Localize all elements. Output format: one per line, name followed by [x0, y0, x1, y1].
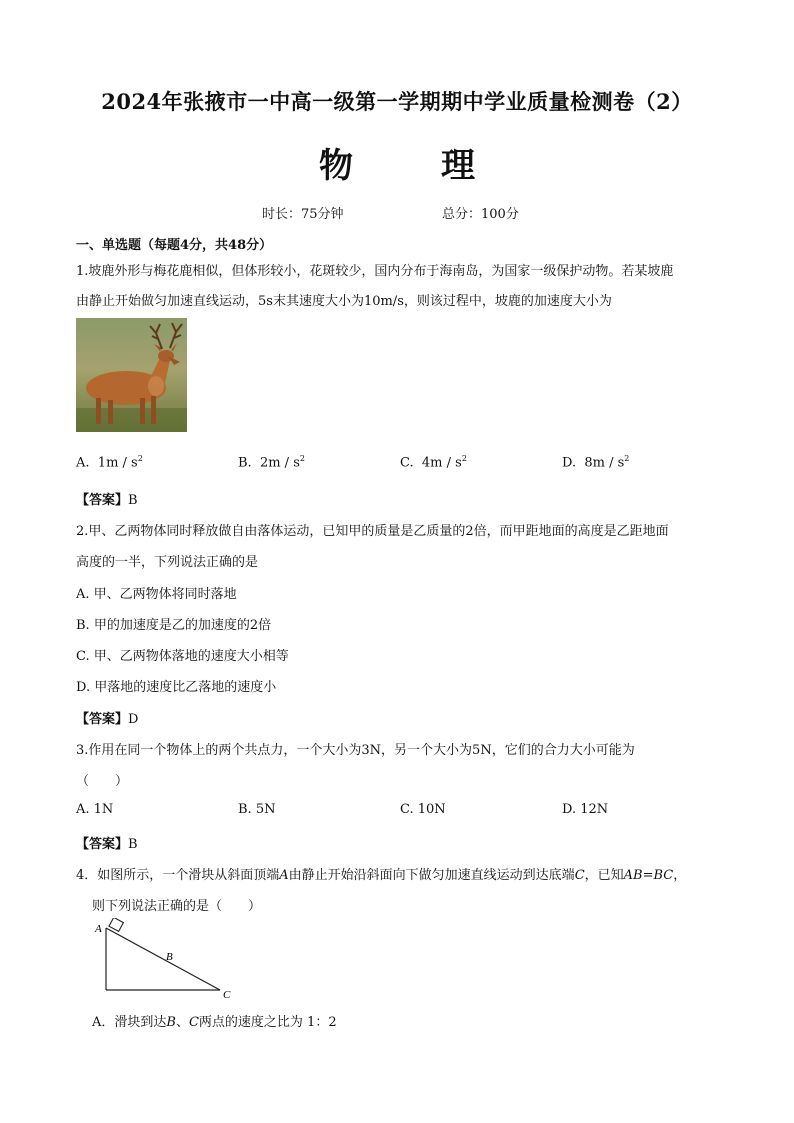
q1-option-a: A. $1m / s^2$ [76, 454, 143, 471]
q3-answer: 【答案】B [76, 837, 138, 852]
point-c-label: C [223, 989, 231, 1001]
point-b-label: B [166, 951, 173, 963]
q1-option-c: C. $4m / s^2$ [400, 454, 467, 471]
q4-stem-line1: 4．如图所示，一个滑块从斜面顶端A由静止开始沿斜面向下做匀加速直线运动到达底端C，已知AB=BC， [76, 868, 687, 883]
point-a-label: A [95, 923, 102, 935]
q2-option-d: D. 甲落地的速度比乙落地的速度小 [76, 680, 277, 695]
exam-duration: 时长：75分钟 [262, 207, 344, 222]
q1-stem-line1: 1.坡鹿外形与梅花鹿相似，但体形较小，花斑较少，国内分布于海南岛，为国家一级保护动物。若某坡鹿 [76, 264, 674, 279]
q2-option-b: B. 甲的加速度是乙的加速度的2倍 [76, 618, 272, 633]
section-heading: 一、单选题（每题4分，共48分） [76, 238, 273, 253]
q1-answer: 【答案】B [76, 493, 138, 508]
q1-stem-line2: 由静止开始做匀加速直线运动，5s末其速度大小为10m/s，则该过程中，坡鹿的加速度大小为 [76, 294, 612, 309]
q2-stem-line2: 高度的一半，下列说法正确的是 [76, 555, 259, 570]
incline-diagram [92, 918, 242, 1002]
subject-char-2: 理 [441, 146, 475, 186]
q2-answer: 【答案】D [76, 712, 139, 727]
deer-photo [76, 318, 187, 432]
exam-total-score: 总分：100分 [442, 207, 519, 222]
exam-title: 2024年张掖市一中高一级第一学期期中学业质量检测卷（2） [101, 89, 693, 114]
q4-stem-line2: 则下列说法正确的是（ ） [92, 899, 262, 914]
q3-option-a: A. 1N [76, 802, 114, 817]
subject-title [0, 138, 794, 187]
q3-option-d: D. 12N [562, 802, 609, 817]
subject-char-1: 物 [319, 146, 353, 186]
q3-option-b: B. 5N [238, 802, 276, 817]
q1-option-b: B. $2m / s^2$ [238, 454, 305, 471]
q2-stem-line1: 2.甲、乙两物体同时释放做自由落体运动，已知甲的质量是乙质量的2倍，而甲距地面的高度是乙距地面 [76, 524, 669, 539]
q4-option-a: A．滑块到达B、C两点的速度之比为 1：2 [92, 1015, 337, 1030]
q2-option-a: A. 甲、乙两物体将同时落地 [76, 587, 237, 602]
q1-option-d: D. $8m / s^2$ [562, 454, 630, 471]
q3-option-c: C. 10N [400, 802, 446, 817]
q3-stem-line1: 3.作用在同一个物体上的两个共点力，一个大小为3N，另一个大小为5N，它们的合力大小可能为 [76, 743, 635, 758]
q3-stem-line2: （ ） [76, 774, 129, 789]
q2-option-c: C. 甲、乙两物体落地的速度大小相等 [76, 649, 289, 664]
